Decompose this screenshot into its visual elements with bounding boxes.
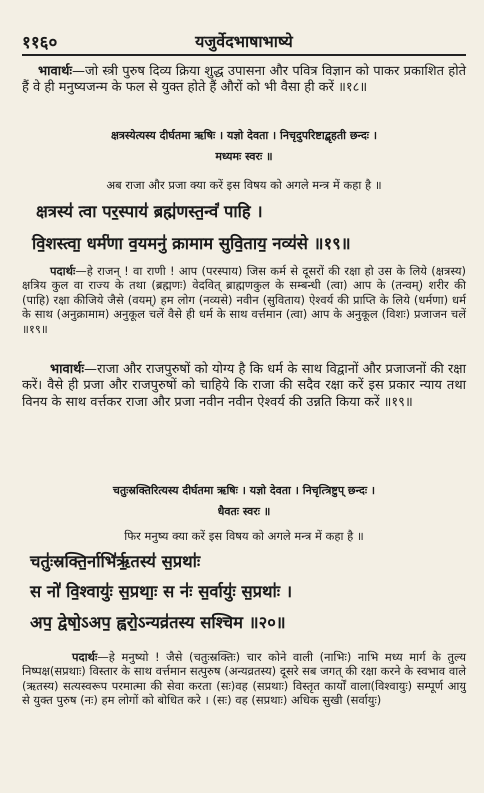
bhavarth-text: —राजा और राजपुरुषों को योग्य है कि धर्म के साथ विद्वानों और प्रजाजनों की रक्षा करें। वैसे ही प्रजा और राजपुरुषों को चाहिये कि राजा की सदैव रक्षा करें इस प्रकार न्याय तथा विनय के साथ वर्त्तकर राजा और प्रजा नवीन नवीन ऐश्वर्य की उन्नति किया करें ॥१९॥ bbox=[22, 362, 466, 410]
page-header bbox=[22, 28, 466, 56]
padarth-19 bbox=[22, 264, 466, 336]
mantra-20-intro: फिर मनुष्य क्या करें इस विषय को अगले मन्त्र में कहा है ॥ bbox=[124, 529, 364, 543]
mantra-19-intro: अब राजा और प्रजा क्या करें इस विषय को अगले मन्त्र में कहा है ॥ bbox=[106, 178, 382, 192]
mantra-20-meta-line2: धैवतः स्वरः ॥ bbox=[217, 505, 271, 518]
padarth-text: —हे मनुष्यो ! जैसे (चतुःस्रक्तिः) चार कोने वाली (नाभिः) नाभि मध्य मार्ग के तुल्य निष्पक्ष(सप्रथाः) विस्तार के साथ वर्त्तमान सत्पुरुष (अन्यव्रतस्य) दूसरे सब जगत् की रक्षा करने के स्वभाव वाले (ऋतस्य) सत्यस्वरूप परमात्मा की सेवा करता (सः)वह (सप्रथाः) विस्तृत कार्यों वाला(विश्वायुः) सम्पूर्ण आयु से युक्त पुरुष (नः) हम लोगों को बोधित करे । (सः) वह (सप्रथाः) अधिक सुखी (सर्वायुः) bbox=[22, 650, 466, 708]
bhavarth-text: —जो स्त्री पुरुष दिव्य क्रिया शुद्ध उपासना और पवित्र विज्ञान को पाकर प्रकाशित होते हैं वे ही मनुष्यजन्म के फल से युक्त होते हैं औरों को भी वैसा ही करें ॥१८॥ bbox=[22, 64, 466, 96]
padarth-label: पदार्थः bbox=[72, 650, 98, 664]
padarth-text: —हे राजन् ! वा राणी ! आप (परस्पाय) जिस कर्म से दूसरों की रक्षा हो उस के लिये (क्षत्रस्य) क्षत्रिय कुल वा राज्य के तथा (ब्रह्मणः) वेदवित् ब्राह्मणकुल के सम्बन्धी (त्वा) आप के (तन्वम्) शरीर की (पाहि) रक्षा कीजिये जैसे (वयम्) हम लोग (नव्यसे) नवीन (सुविताय) ऐश्वर्य की प्राप्ति के लिये (धर्मणा) धर्म के साथ (अनुक्रामाम) अनुकूल चलें वैसे ही धर्म के साथ वर्त्तमान (त्वा) आप के अनुकूल (विशः) प्रजाजन चलें ॥१९॥ bbox=[22, 264, 466, 336]
mantra-19-meta-line2: मध्यमः स्वरः ॥ bbox=[215, 150, 273, 163]
mantra-19-meta-line1: क्षत्रस्येत्यस्य दीर्घतमा ऋषिः । यज्ञो देवता । निचृदुपरिष्टाद्बृहती छन्दः । bbox=[110, 129, 378, 142]
bhavarth-19 bbox=[22, 362, 466, 411]
mantra-20-verse-line1: चतुः॑स्रक्ति॒र्नाभि॑र्ऋ॒तस्य॑ स॒प्रथाः॑ bbox=[30, 552, 201, 571]
mantra-20-verse-line3: अप॒ द्वेषो॒ऽअप॒ ह्वरो॒ऽन्यव्र॑तस्य सश्चिम ॥२०॥ bbox=[30, 613, 286, 632]
running-title: यजुर्वेदभाषाभाष्ये bbox=[195, 32, 293, 51]
bhavarth-label: भावार्थः bbox=[38, 64, 73, 79]
padarth-20 bbox=[22, 650, 466, 708]
mantra-20-verse-line2: स नो॑ वि॒श्वायुः॑ स॒प्रथाः॒ स नः॑ स॒र्वायुः॑ स॒प्रथाः॑ । bbox=[30, 582, 293, 601]
mantra-19-verse-line1: क्षत्रस्य॑ त्वा पर॒स्पाय॑ ब्रह्म॑णस्त॒न्वं॑ पाहि । bbox=[36, 202, 263, 221]
bhavarth-18 bbox=[22, 64, 466, 97]
mantra-19-verse-line2: वि॒शस्त्वा॒ धर्म॑णा व॒यमनु॑ क्रामाम सुवि॒ताय॒ नव्य॑से ॥१९॥ bbox=[32, 234, 351, 253]
page-number: ११६० bbox=[22, 33, 58, 53]
bhavarth-label: भावार्थः bbox=[50, 362, 85, 377]
mantra-20-meta-line1: चतुःस्रक्तिरित्यस्य दीर्घतमा ऋषिः । यज्ञो देवता । निचृत्त्रिष्टुप् छन्दः । bbox=[112, 484, 376, 497]
padarth-label: पदार्थः bbox=[50, 264, 76, 278]
